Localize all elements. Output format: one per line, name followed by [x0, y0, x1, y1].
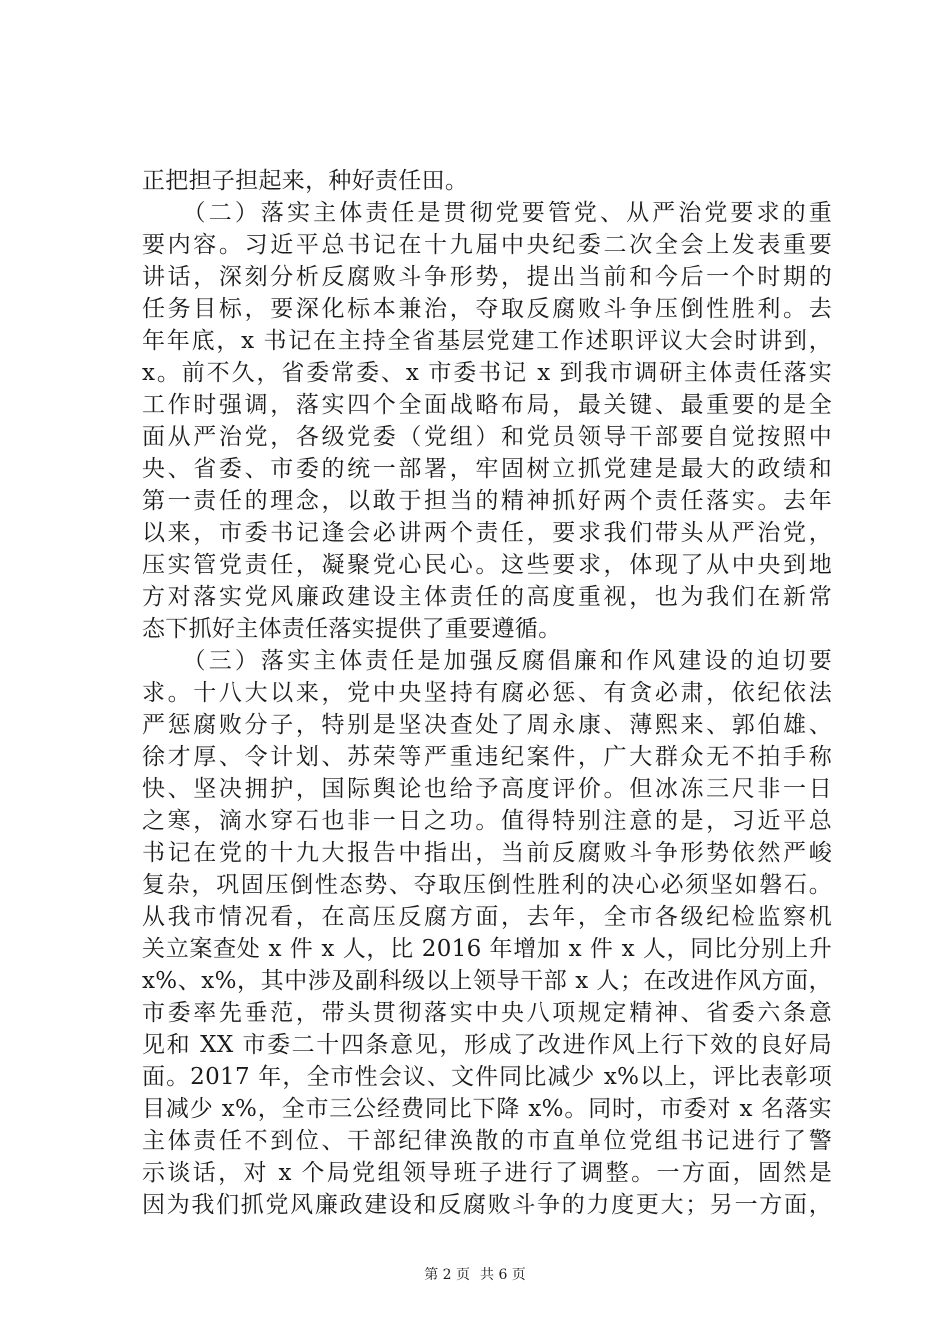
text-line: 因为我们抓党风廉政建设和反腐败斗争的力度更大；另一方面， — [142, 1192, 832, 1218]
text-line: 央、省委、市委的统一部署，牢固树立抓党建是最大的政绩和 — [142, 456, 832, 482]
text-line: 工作时强调，落实四个全面战略布局，最关键、最重要的是全 — [142, 392, 832, 418]
text-line: x。前不久，省委常委、x 市委书记 x 到我市调研主体责任落实 — [142, 360, 832, 386]
text-line: 面。2017 年，全市性会议、文件同比减少 x%以上，评比表彰项 — [142, 1064, 832, 1090]
document-body — [142, 165, 832, 1221]
text-line: 严惩腐败分子，特别是坚决查处了周永康、薄熙来、郭伯雄、 — [142, 712, 832, 738]
text-line: 要内容。习近平总书记在十九届中央纪委二次全会上发表重要 — [142, 232, 832, 258]
text-line: 正把担子担起来，种好责任田。 — [142, 168, 469, 194]
text-line: 讲话，深刻分析反腐败斗争形势，提出当前和今后一个时期的 — [142, 264, 832, 290]
text-line: 面从严治党，各级党委（党组）和党员领导干部要自觉按照中 — [142, 424, 832, 450]
text-line: 市委率先垂范，带头贯彻落实中央八项规定精神、省委六条意 — [142, 1000, 832, 1026]
text-line: 年年底，x 书记在主持全省基层党建工作述职评议大会时讲到， — [142, 328, 832, 354]
page-number: 第 2 页 — [424, 1267, 470, 1283]
page-total: 共 6 页 — [480, 1267, 526, 1283]
text-line: 方对落实党风廉政建设主体责任的高度重视，也为我们在新常 — [142, 584, 832, 610]
text-line: 从我市情况看，在高压反腐方面，去年，全市各级纪检监察机 — [142, 904, 832, 930]
text-line: 快、坚决拥护，国际舆论也给予高度评价。但冰冻三尺非一日 — [142, 776, 832, 802]
text-line: 第一责任的理念，以敢于担当的精神抓好两个责任落实。去年 — [142, 488, 832, 514]
text-line: （二）落实主体责任是贯彻党要管党、从严治党要求的重 — [142, 200, 832, 226]
text-line: 关立案查处 x 件 x 人，比 2016 年增加 x 件 x 人，同比分别上升 — [142, 936, 832, 962]
text-line: 求。十八大以来，党中央坚持有腐必惩、有贪必肃，依纪依法 — [142, 680, 832, 706]
text-line: 示谈话，对 x 个局党组领导班子进行了调整。一方面，固然是 — [142, 1160, 832, 1186]
text-line: 以来，市委书记逢会必讲两个责任，要求我们带头从严治党， — [142, 520, 832, 546]
text-line: 书记在党的十九大报告中指出，当前反腐败斗争形势依然严峻 — [142, 840, 832, 866]
text-line: 复杂，巩固压倒性态势、夺取压倒性胜利的决心必须坚如磐石。 — [142, 872, 832, 898]
text-line: 态下抓好主体责任落实提供了重要遵循。 — [142, 616, 562, 642]
text-line: 目减少 x%，全市三公经费同比下降 x%。同时，市委对 x 名落实 — [142, 1096, 832, 1122]
text-line: （三）落实主体责任是加强反腐倡廉和作风建设的迫切要 — [142, 648, 832, 674]
text-line: 徐才厚、令计划、苏荣等严重违纪案件，广大群众无不拍手称 — [142, 744, 832, 770]
text-line: 任务目标，要深化标本兼治，夺取反腐败斗争压倒性胜利。去 — [142, 296, 832, 322]
text-line: 之寒，滴水穿石也非一日之功。值得特别注意的是，习近平总 — [142, 808, 832, 834]
text-line: 压实管党责任，凝聚党心民心。这些要求，体现了从中央到地 — [142, 552, 832, 578]
text-line: x%、x%，其中涉及副科级以上领导干部 x 人；在改进作风方面， — [142, 968, 832, 994]
page-footer — [0, 1265, 950, 1285]
text-line: 主体责任不到位、干部纪律涣散的市直单位党组书记进行了警 — [142, 1128, 832, 1154]
text-line: 见和 XX 市委二十四条意见，形成了改进作风上行下效的良好局 — [142, 1032, 832, 1058]
